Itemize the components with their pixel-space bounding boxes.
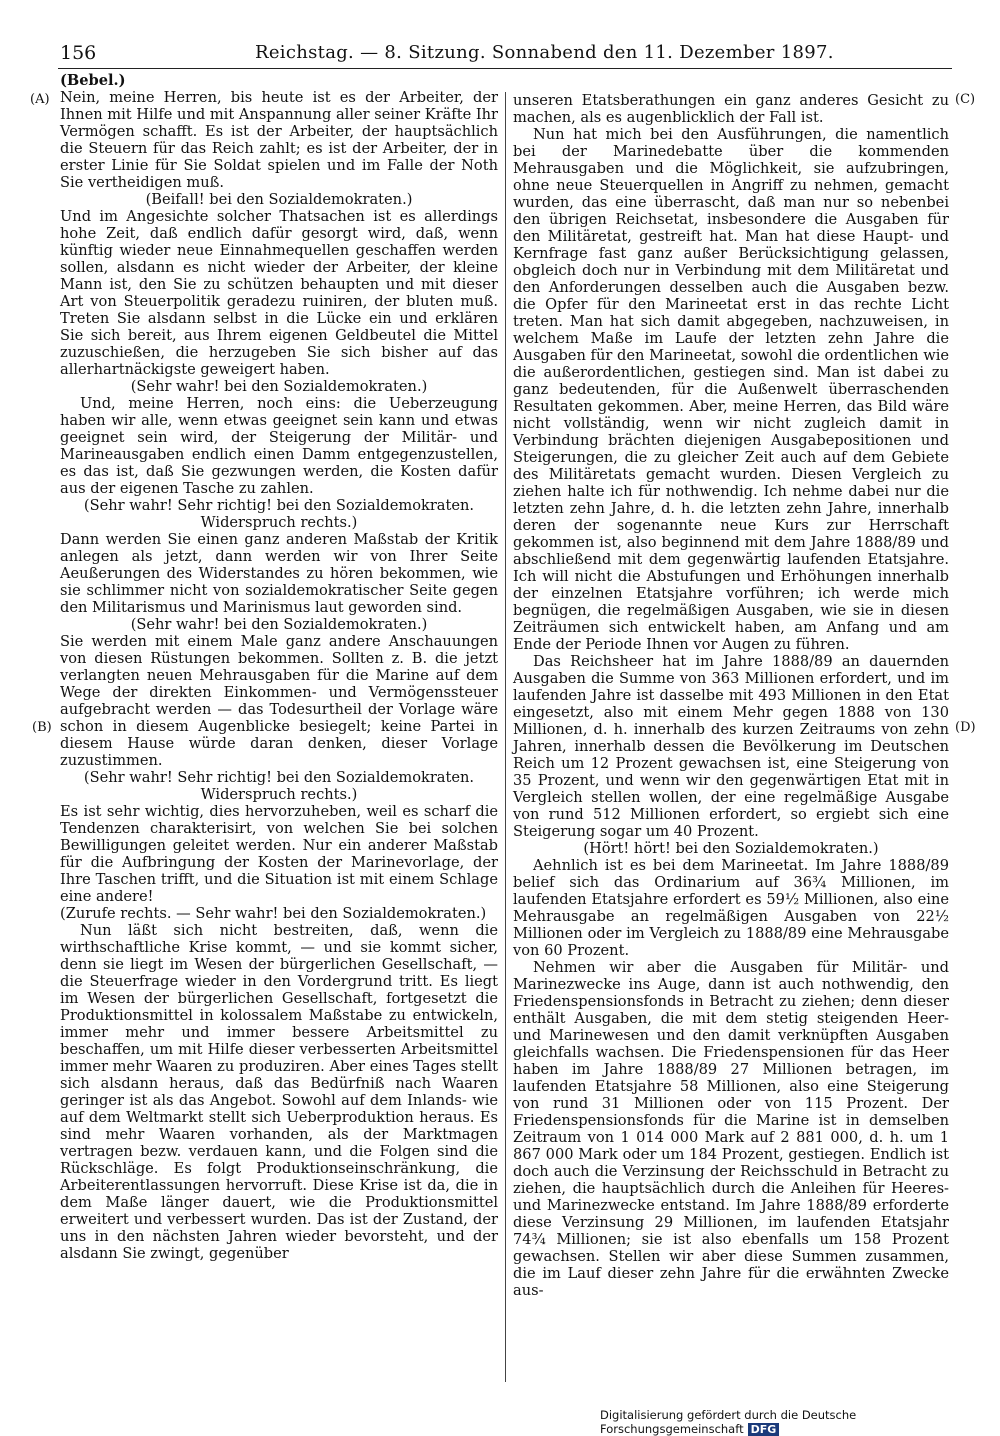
header-rule bbox=[58, 68, 952, 69]
speaker-name: (Bebel.) bbox=[60, 72, 126, 89]
interjection: (Zurufe rechts. — Sehr wahr! bei den Sozialdemokraten.) bbox=[60, 905, 487, 922]
right-column bbox=[513, 92, 949, 1299]
paragraph: Nein, meine Herren, bis heute ist es der Arbeiter, der Ihnen mit Hilfe und mit Anspannung aller seiner Kräfte Ihr Vermögen schafft. Es ist der Arbeiter, der hauptsächlich die Steuern für das Reich zahlt; es ist der Arbeiter, der in erster Linie für Sie Soldat spielen und im Falle der Noth Sie vertheidigen muß. bbox=[60, 89, 498, 191]
interjection: (Sehr wahr! bei den Sozialdemokraten.) bbox=[130, 378, 428, 395]
page-number: 156 bbox=[60, 42, 97, 64]
page-header bbox=[60, 42, 950, 66]
paragraph: Dann werden Sie einen ganz anderen Maßstab der Kritik anlegen als jetzt, dann werden wir von Ihrer Seite Aeußerungen des Widerstandes zu hören bekommen, wie sie schlimmer nicht von sozialdemokratischer Seite gegen den Militarismus und Marinismus laut geworden sind. bbox=[60, 531, 498, 616]
paragraph: Nun hat mich bei den Ausführungen, die namentlich bei der Marinedebatte über die kommenden Mehrausgaben und die Möglichkeit, sie aufzubringen, ohne neue Steuerquellen in Angriff zu nehmen, gemacht wurden, das eine überrascht, daß man nur so nebenbei den übrigen Reichsetat, insbesondere die Ausgaben für den Militäretat, gestreift hat. Man hat diese Haupt- und Kernfrage fast ganz außer Berücksichtigung gelassen, obgleich doch nur in Verbindung mit dem Militäretat und den Anforderungen desselben auch die Ausgaben bezw. die Opfer für den Marineetat erst in das rechte Licht treten. Man hat sich damit abgegeben, nachzuweisen, in welchem Maße im Laufe der letzten zehn Jahre die Ausgaben für den Marineetat, sowohl die ordentlichen wie die außerordentlichen, gestiegen sind. Man ist dabei zu ganz bedeutenden, für die Außenwelt überraschenden Resultaten gekommen. Aber, meine Herren, das Bild wäre nicht vollständig, wenn wir nicht zugleich damit in Verbindung brächten diejenigen Ausgabepositionen und Steigerungen, die zu gleicher Zeit auch auf dem Gebiete des Militäretats gemacht wurden. Diesen Vergleich zu ziehen halte ich für nothwendig. Ich nehme dabei nur die letzten zehn Jahre, d. h. die letzten zehn Jahre, innerhalb deren der sogenannte neue Kurs zur Herrschaft gekommen ist, also beginnend mit dem Jahre 1888/89 und abschließend mit dem gegenwärtig laufenden Etatsjahre. Ich will nicht die Abstufungen und Erhöhungen innerhalb der einzelnen Etatsjahre vorführen; ich werde mich begnügen, die regelmäßigen Ausgaben, wie sie in diesen Zeiträumen sich entwickelt haben, am Anfang und am Ende der Periode Ihnen vor Augen zu führen. bbox=[513, 126, 949, 653]
paragraph: Sie werden mit einem Male ganz andere Anschauungen von diesen Rüstungen bekommen. Sollten z. B. die jetzt verlangten neuen Mehrausgaben für die Marine auf dem Wege der direkten Einkommen- und Vermögenssteuer aufgebracht werden — das Todesurtheil der Vorlage wäre schon in diesem Augenblicke besiegelt; keine Partei in diesem Hause würde daran denken, dieser Vorlage zuzustimmen. bbox=[60, 633, 498, 769]
interjection: (Sehr wahr! Sehr richtig! bei den Sozialdemokraten. Widerspruch rechts.) bbox=[83, 769, 475, 803]
interjection: (Sehr wahr! Sehr richtig! bei den Sozialdemokraten. Widerspruch rechts.) bbox=[83, 497, 475, 531]
paragraph: unseren Etatsberathungen ein ganz anderes Gesicht zu machen, als es augenblicklich der Fall ist. bbox=[513, 92, 949, 126]
dfg-logo: DFG bbox=[748, 1423, 780, 1436]
column-divider bbox=[505, 92, 506, 1382]
credit-text: Digitalisierung gefördert durch die Deutsche Forschungsgemeinschaft bbox=[600, 1408, 857, 1436]
margin-marker-b: (B) bbox=[32, 720, 52, 735]
running-title: Reichstag. — 8. Sitzung. Sonnabend den 11. Dezember 1897. bbox=[255, 42, 834, 63]
paragraph: Nun läßt sich nicht bestreiten, daß, wenn die wirthschaftliche Krise kommt, — und sie kommt sicher, denn sie liegt im Wesen der bürgerlichen Gesellschaft, — die Steuerfrage wieder in den Vordergrund tritt. Es liegt im Wesen der bürgerlichen Gesellschaft, fortgesetzt die Produktionsmittel in kolossalem Maßstabe zu entwickeln, immer mehr und immer bessere Arbeitsmittel zu beschaffen, um mit Hilfe dieser verbesserten Arbeitsmittel immer mehr Waaren zu produziren. Aber eines Tages stellt sich alsdann heraus, daß das Bedürfniß nach Waaren geringer ist als das Angebot. Sowohl auf dem Inlands- wie auf dem Weltmarkt stellt sich Ueberproduktion heraus. Es sind mehr Waaren vorhanden, als der Marktmagen vertragen bezw. verdauen kann, und die Folgen sind die Rückschläge. Es folgt Produktionseinschränkung, die Arbeiterentlassungen hervorruft. Diese Krise ist da, die in dem Maße länger dauert, wie die Produktionsmittel erweitert und verbessert wurden. Das ist der Zustand, der uns in den nächsten Jahren wieder bevorsteht, und der alsdann Sie zwingt, gegenüber bbox=[60, 922, 498, 1262]
paragraph: Es ist sehr wichtig, dies hervorzuheben, weil es scharf die Tendenzen charakterisirt, von welchen Sie bei solchen Bewilligungen geleitet werden. Nur ein anderer Maßstab für die Aufbringung der Kosten der Marinevorlage, der Ihre Taschen trifft, und die Situation ist mit einem Schlage eine andere! bbox=[60, 803, 498, 905]
paragraph: Das Reichsheer hat im Jahre 1888/89 an dauernden Ausgaben die Summe von 363 Millionen erfordert, und im laufenden Jahre ist dasselbe mit 493 Millionen in den Etat eingesetzt, also mit einem Mehr gegen 1888 von 130 Millionen, d. h. innerhalb des kurzen Zeitraums von zehn Jahren, innerhalb dessen die Bevölkerung im Deutschen Reich um 12 Prozent gewachsen ist, eine Steigerung von 35 Prozent, und wenn wir den gegenwärtigen Etat mit in Vergleich stellen wollen, der eine regelmäßige Ausgabe von rund 512 Millionen erfordert, so ergiebt sich eine Steigerung sogar um 40 Prozent. bbox=[513, 653, 949, 840]
paragraph: Aehnlich ist es bei dem Marineetat. Im Jahre 1888/89 belief sich das Ordinarium auf 36¾ Millionen, im laufenden Etatsjahre erfordert es 59½ Millionen, also eine Mehrausgabe an regelmäßigen Ausgaben von 22½ Millionen oder im Vergleich zu 1888/89 eine Mehrausgabe von 60 Prozent. bbox=[513, 857, 949, 959]
paragraph: Und im Angesichte solcher Thatsachen ist es allerdings hohe Zeit, daß endlich dafür gesorgt wird, daß, wenn künftig wieder neue Einnahmequellen geschaffen werden sollen, alsdann es nicht wieder der Arbeiter, der kleine Mann ist, den Sie zu schützen behaupten und mit dieser Art von Steuerpolitik geradezu ruiniren, der bluten muß. Treten Sie alsdann selbst in die Lücke ein und erklären Sie sich bereit, aus Ihrem eigenen Geldbeutel die Mittel zuzuschießen, die herzugeben Sie sich bisher auf das allerhartnäckigste geweigert haben. bbox=[60, 208, 498, 378]
interjection: (Hört! hört! bei den Sozialdemokraten.) bbox=[583, 840, 879, 857]
left-column bbox=[60, 72, 498, 1262]
interjection: (Sehr wahr! bei den Sozialdemokraten.) bbox=[130, 616, 428, 633]
paragraph: Nehmen wir aber die Ausgaben für Militär- und Marinezwecke ins Auge, dann ist auch nothwendig, den Friedenspensionsfonds in Betracht zu ziehen; denn dieser enthält Ausgaben, die mit dem stetig steigenden Heer- und Marinewesen und den damit verknüpften Ausgaben gleichfalls wachsen. Die Friedenspensionen für das Heer haben im Jahre 1888/89 27 Millionen betragen, im laufenden Etatsjahre 58 Millionen, also eine Steigerung von rund 31 Millionen oder von 115 Prozent. Der Friedenspensionsfonds für die Marine ist in demselben Zeitraum von 1 014 000 Mark auf 2 881 000, d. h. um 1 867 000 Mark oder um 184 Prozent, gestiegen. Endlich ist doch auch die Verzinsung der Reichsschuld in Betracht zu ziehen, die hauptsächlich durch die Anleihen für Heeres- und Marinezwecke entstand. Im Jahre 1888/89 erforderte diese Verzinsung 29 Millionen, im laufenden Etatsjahr 74¾ Millionen; sie ist also ebenfalls um 158 Prozent gewachsen. Stellen wir aber diese Summen zusammen, die im Lauf dieser zehn Jahre für die erwähnten Zwecke aus- bbox=[513, 959, 949, 1299]
interjection: (Beifall! bei den Sozialdemokraten.) bbox=[145, 191, 413, 208]
margin-marker-a: (A) bbox=[30, 92, 50, 107]
digitization-credit bbox=[600, 1408, 1000, 1436]
paragraph: Und, meine Herren, noch eins: die Ueberzeugung haben wir alle, wenn etwas geeignet sein kann und etwas geeignet sein wird, der Steigerung der Militär- und Marineausgaben endlich einen Damm entgegenzustellen, es das ist, daß Sie gezwungen werden, die Kosten dafür aus der eigenen Tasche zu zahlen. bbox=[60, 395, 498, 497]
margin-marker-d: (D) bbox=[955, 720, 976, 735]
margin-marker-c: (C) bbox=[955, 92, 976, 107]
